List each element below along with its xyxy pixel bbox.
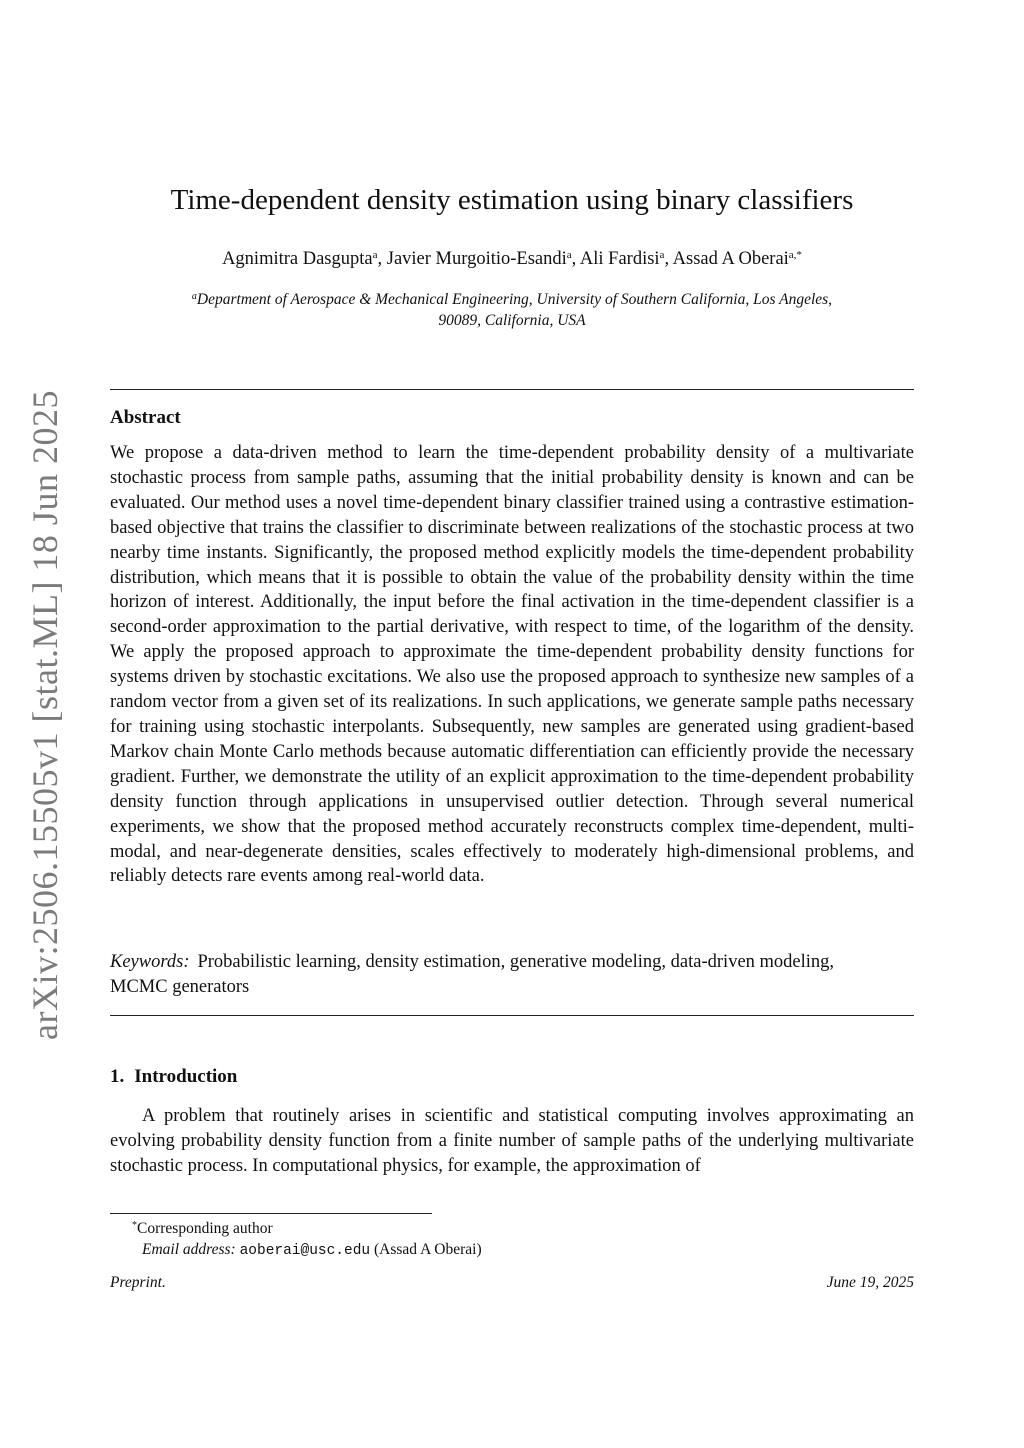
author-separator: , (571, 249, 580, 269)
footnote-email-line (132, 1239, 482, 1262)
affiliation-marker: a (191, 291, 197, 302)
section-number: 1. (110, 1066, 125, 1087)
abstract-top-rule (110, 389, 914, 390)
abstract-heading: Abstract (110, 407, 181, 428)
footnote-corresponding (132, 1218, 482, 1239)
author-separator: , (377, 249, 387, 269)
footer-preprint-label: Preprint. (110, 1274, 166, 1291)
keywords (110, 950, 840, 1000)
author-affiliation-marker: a (659, 249, 665, 261)
author-separator: , (664, 249, 673, 269)
author-list (110, 249, 914, 270)
author-name: Ali Fardisi (579, 249, 660, 269)
author-name: Assad A Oberai (672, 249, 789, 269)
affiliation-text: Department of Aerospace & Mechanical Engineering, University of Southern California, Los Angeles, 90089, California, USA (196, 291, 833, 329)
footnote (132, 1218, 482, 1262)
author-name: Agnimitra Dasgupta (222, 249, 373, 269)
footnote-marker: * (132, 1220, 137, 1231)
paper-title: Time-dependent density estimation using binary classifiers (170, 184, 854, 216)
footnote-corresponding-text: Corresponding author (137, 1220, 273, 1237)
footnote-rule (110, 1213, 432, 1214)
email-owner: (Assad A Oberai) (374, 1241, 482, 1258)
keywords-label: Keywords: (110, 952, 190, 972)
author-affiliation-marker: a,* (788, 249, 802, 261)
arxiv-identifier-stamp: arXiv:2506.15505v1 [stat.ML] 18 Jun 2025 (25, 390, 65, 1040)
email-address-link[interactable]: aoberai@usc.edu (239, 1243, 371, 1259)
footer-date: June 19, 2025 (826, 1274, 914, 1291)
author-name: Javier Murgoitio-Esandi (386, 249, 567, 269)
abstract-text: We propose a data-driven method to learn the time-dependent probability density of a multivariate stochastic process from sample paths, assuming that the initial probability density is known and can be evaluated. Our method uses a novel time-dependent binary classifier trained using a contrastive estimation-based objective that trains the classifier to discriminate between realizations of the stochastic process at two nearby time instants. Significantly, the proposed method explicitly models the time-dependent probability distribution, which means that it is possible to obtain the value of the probability density within the time horizon of interest. Additionally, the input before the final activation in the time-dependent classifier is a second-order approximation to the partial derivative, with respect to time, of the logarithm of the density. We apply the proposed approach to approximate the time-dependent probability density functions for systems driven by stochastic excitations. We also use the proposed approach to synthesize new samples of a random vector from a given set of its realizations. In such applications, we generate sample paths necessary for training using stochastic interpolants. Subsequently, new samples are generated using gradient-based Markov chain Monte Carlo methods because automatic differentiation can efficiently provide the necessary gradient. Further, we demonstrate the utility of an explicit approximation to the time-dependent probability density function through applications in unsupervised outlier detection. Through several numerical experiments, we show that the proposed method accurately reconstructs complex time-dependent, multi-modal, and near-degenerate densities, scales effectively to moderately high-dimensional problems, and reliably detects rare events among real-world data. (110, 443, 914, 887)
email-label: Email address: (142, 1241, 236, 1258)
author-affiliation-marker: a (566, 249, 572, 261)
section-heading-introduction (110, 1066, 237, 1088)
abstract-bottom-rule (110, 1015, 914, 1016)
author-affiliation-marker: a (372, 249, 378, 261)
section-title: Introduction (134, 1066, 238, 1087)
introduction-paragraph: A problem that routinely arises in scientific and statistical computing involves approximating an evolving probability density function from a finite number of sample paths of the underlying multivariate stochastic process. In computational physics, for example, the approximation of (110, 1106, 914, 1176)
affiliation (180, 289, 844, 331)
keywords-text: Probabilistic learning, density estimation, generative modeling, data-driven modeling, MCMC generators (110, 952, 835, 997)
